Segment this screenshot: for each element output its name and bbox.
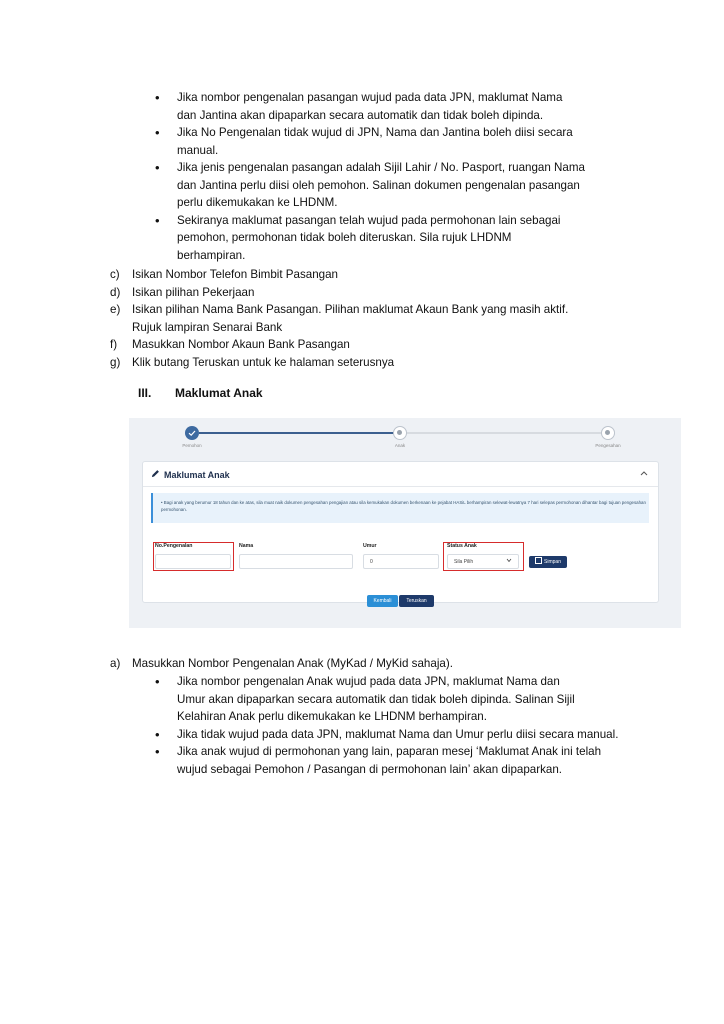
bullet-item (155, 124, 605, 159)
list-text: Masukkan Nombor Pengenalan Anak (MyKad / MyKid sahaja). (132, 657, 453, 670)
bullet-item (155, 212, 605, 265)
section-heading (138, 386, 263, 400)
bullet-line: dan Jantina perlu diisi oleh pemohon. Salinan dokumen pengenalan pasangan (177, 178, 580, 192)
step-label: Anak (394, 443, 406, 448)
list-item (110, 336, 630, 354)
list-marker: f) (110, 338, 118, 351)
bullet-line: • Jika jenis pengenalan pasangan adalah Sijil Lahir / No. Pasport, ruangan Nama (177, 161, 585, 174)
list-text: Isikan pilihan Pekerjaan (132, 285, 255, 299)
form-screenshot (129, 418, 681, 628)
bullet-item (155, 726, 635, 744)
bullet-item (155, 159, 605, 212)
bullet-line: • Jika anak wujud di permohonan yang lain, paparan mesej ‘Maklumat Anak ini telah (177, 745, 602, 758)
teruskan-button[interactable]: Teruskan (399, 595, 434, 607)
no-pengenalan-label: No.Pengenalan (155, 543, 193, 549)
simpan-button[interactable] (529, 556, 567, 568)
bullet-line: wujud sebagai Pemohon / Pasangan di permohonan lain’ akan dipaparkan. (177, 762, 563, 776)
progress-stepper (129, 418, 681, 458)
step-label: Pengesahan (595, 443, 621, 448)
bullet-line: • Jika tidak wujud pada data JPN, maklumat Nama dan Umur perlu diisi secara manual. (177, 727, 619, 741)
bullet-line: Kelahiran Anak perlu dikemukakan ke LHDNM berhampiran. (177, 710, 487, 723)
bullet-line: berhampiran. (177, 248, 246, 262)
info-alert (151, 493, 649, 523)
card-title (151, 469, 230, 480)
simpan-label: Simpan (544, 559, 561, 565)
info-text: Bagi anak yang berumur 18 tahun dan ke atas, sila muat naik dokumen pengesahan pengajian atau sila kemukakan dokumen berkenaan ke pejabat HASiL berhampiran selewat-lewatnya 7 hari selepas permohonan dihantar bagi tujuan pengesahan permohonan. (161, 500, 646, 512)
bullet-line: pemohon, permohonan tidak boleh diteruskan. Sila rujuk LHDNM (177, 231, 512, 244)
bullet-line: • Jika nombor pengenalan pasangan wujud pada data JPN, maklumat Nama (177, 91, 563, 104)
umur-label: Umur (363, 543, 377, 549)
bullet-line: manual. (177, 143, 219, 157)
bullet-line: dan Jantina akan dipaparkan secara automatik dan tidak boleh dipinda. (177, 108, 544, 122)
list-text: Masukkan Nombor Akaun Bank Pasangan (132, 338, 350, 351)
step-label: Pemohon (182, 443, 202, 448)
step-current-icon[interactable] (393, 426, 407, 440)
nama-label: Nama (239, 543, 254, 549)
list-marker: c) (110, 268, 120, 281)
bullet-line: Umur akan dipaparkan secara automatik dan tidak boleh dipinda. Salinan Sijil (177, 692, 575, 706)
list-text: Isikan Nombor Telefon Bimbit Pasangan (132, 268, 339, 281)
list-marker: e) (110, 303, 121, 316)
highlight-box (443, 542, 524, 571)
save-icon (535, 557, 542, 564)
pencil-icon (151, 469, 160, 480)
card-title-text: Maklumat Anak (164, 470, 230, 480)
maklumat-anak-card (142, 461, 659, 603)
bullet-item (155, 673, 635, 726)
chevron-up-icon[interactable] (640, 469, 648, 478)
step-pending-icon[interactable] (601, 426, 615, 440)
pasangan-bullet-list (155, 89, 605, 264)
bullet-line: perlu dikemukakan ke LHDNM. (177, 196, 338, 209)
list-marker: g) (110, 355, 121, 369)
divider (143, 486, 658, 487)
kembali-button[interactable]: Kembali (367, 595, 398, 607)
stepper-line-done (199, 432, 399, 434)
status-anak-value: Sila Pilih (454, 559, 474, 565)
section-title: Maklumat Anak (175, 386, 263, 400)
lettered-list (110, 266, 630, 371)
list-text: Klik butang Teruskan untuk ke halaman seterusnya (132, 355, 395, 369)
list-item (110, 354, 630, 372)
bullet-line: • Jika nombor pengenalan Anak wujud pada data JPN, maklumat Nama dan (177, 675, 560, 688)
info-bullet-icon: • (161, 500, 164, 505)
list-text: Isikan pilihan Nama Bank Pasangan. Pilihan maklumat Akaun Bank yang masih aktif. (132, 303, 569, 316)
bullet-item (155, 89, 605, 124)
anak-bullet-list (155, 673, 635, 778)
umur-input[interactable]: 0 (363, 554, 439, 569)
list-text: Rujuk lampiran Senarai Bank (132, 320, 283, 334)
section-number: III. (138, 386, 152, 400)
list-item (110, 284, 630, 302)
list-item (110, 655, 630, 673)
bullet-line: • Sekiranya maklumat pasangan telah wujud pada permohonan lain sebagai (177, 213, 561, 227)
status-anak-label: Status Anak (447, 543, 477, 549)
list-marker: d) (110, 285, 121, 299)
bullet-line: • Jika No Pengenalan tidak wujud di JPN, Nama dan Jantina boleh diisi secara (177, 126, 573, 139)
nama-input[interactable] (239, 554, 353, 569)
highlight-box (153, 542, 234, 571)
list-marker: a) (110, 657, 121, 670)
anak-list (110, 655, 630, 673)
stepper-line-pending (405, 432, 601, 434)
bullet-item (155, 743, 635, 778)
step-done-icon[interactable] (185, 426, 199, 440)
list-item (110, 266, 630, 284)
list-item (110, 301, 630, 336)
